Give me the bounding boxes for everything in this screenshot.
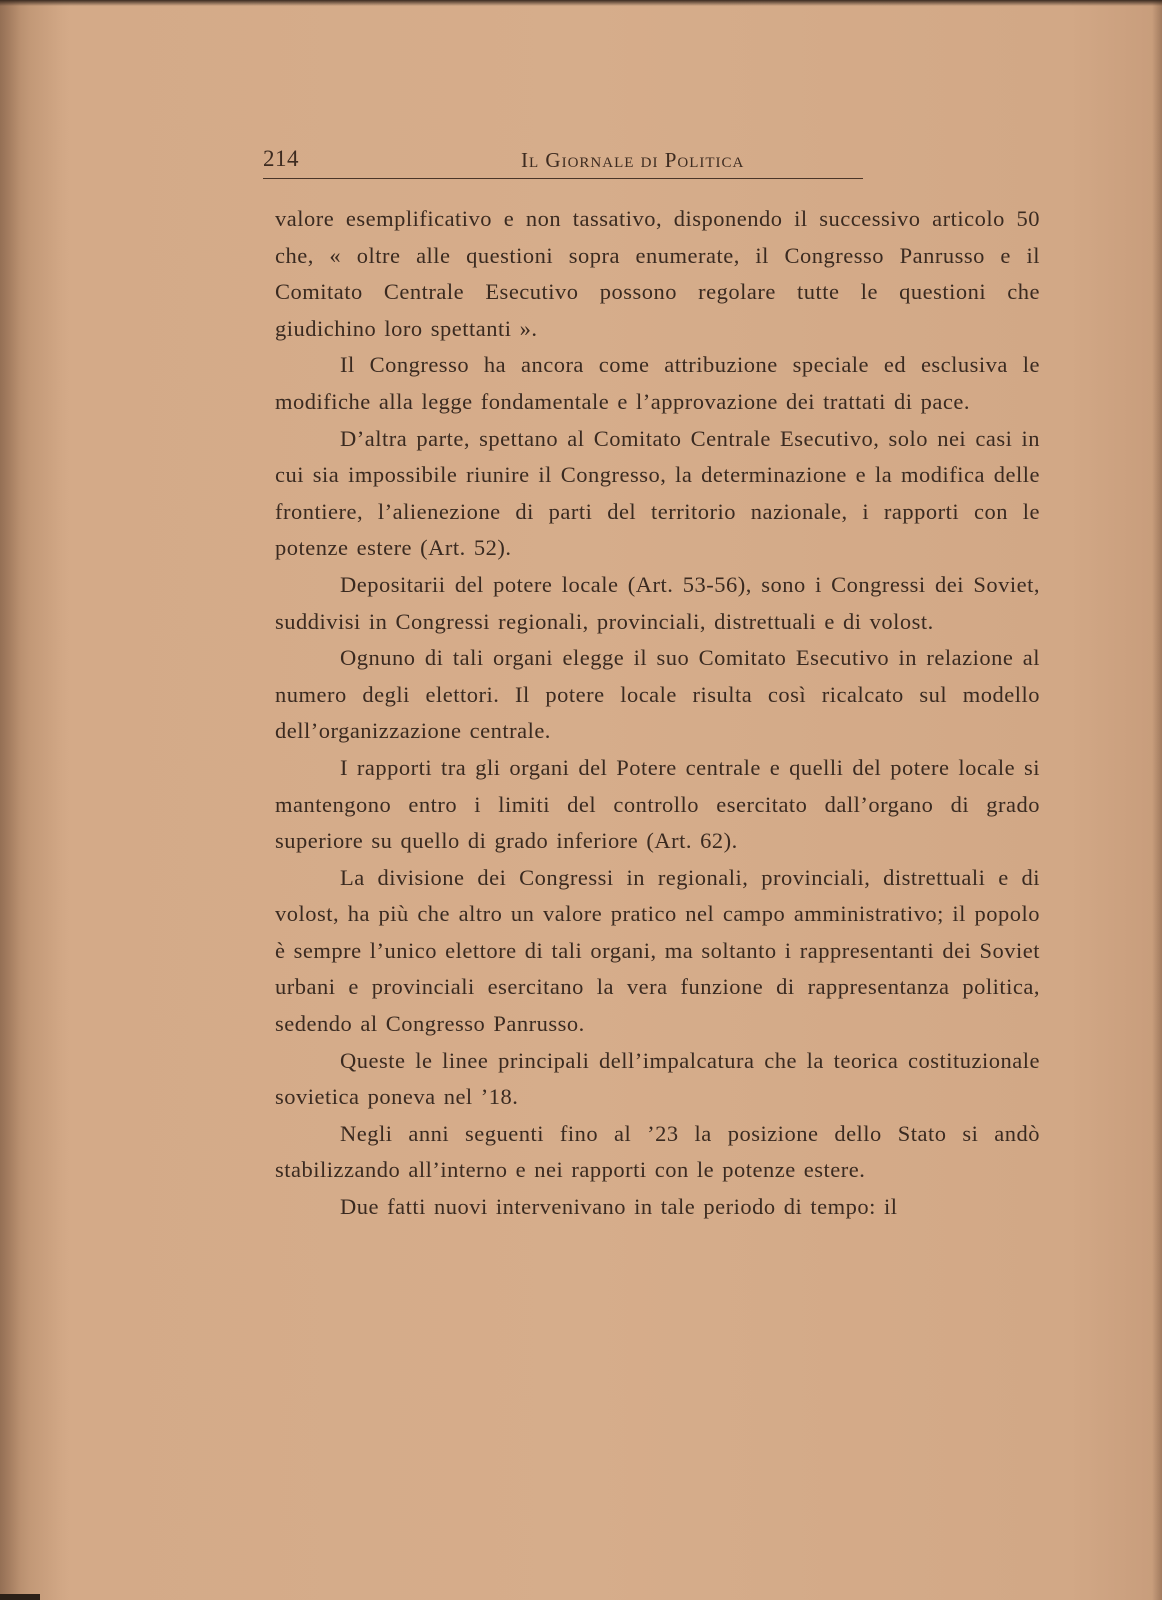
paragraph: D’altra parte, spettano al Comitato Centrale Esecutivo, solo nei casi in cui sia impossibile riunire il Congresso, la determinazione e la modifica delle frontiere, l’alienezione di parti del territorio nazionale, i rapporti con le potenze estere (Art. 52). xyxy=(275,425,1040,561)
body-text xyxy=(275,201,1040,1226)
paragraph: Ognuno di tali organi elegge il suo Comitato Esecutivo in relazione al numero degli elettori. Il potere locale risulta così ricalcato sul modello dell’organizzazione centrale. xyxy=(275,645,1040,744)
journal-title: Il Giornale di Politica xyxy=(521,148,745,172)
header-rule xyxy=(263,178,863,179)
page-number: 214 xyxy=(263,146,299,171)
paragraph: Il Congresso ha ancora come attribuzione speciale ed esclusiva le modifiche alla legge fondamentale e l’approvazione dei trattati di pace. xyxy=(275,352,1040,414)
page-edge-shadow xyxy=(1152,0,1162,1600)
paragraph: I rapporti tra gli organi del Potere centrale e quelli del potere locale si mantengono entro i limiti del controllo esercitato dall’organo di grado superiore su quello di grado inferiore (Art. 62). xyxy=(275,754,1040,854)
paragraph: Negli anni seguenti fino al ’23 la posizione dello Stato si andò stabilizzando all’interno e nei rapporti con le potenze estere. xyxy=(275,1120,1040,1183)
scan-border xyxy=(0,1594,40,1600)
paragraph: Queste le linee principali dell’impalcatura che la teorica costituzionale sovietica poneva nel ’18. xyxy=(275,1047,1040,1110)
paragraph: La divisione dei Congressi in regionali, provinciali, distrettuali e di volost, ha più che altro un valore pratico nel campo amministrativo; il popolo è sempre l’unico elettore di tali organi, ma soltanto i rappresentanti dei Soviet urbani e provinciali esercitano la vera funzione di rappresentanza politica, sedendo al Congresso Panrusso. xyxy=(275,864,1040,1037)
paragraph: valore esemplificativo e non tassativo, disponendo il successivo articolo 50 che, « oltre alle questioni sopra enumerate, il Congresso Panrusso e il Comitato Centrale Esecutivo possono regolare tutte le questioni che giudichino loro spettanti ». xyxy=(275,206,1040,341)
running-head xyxy=(263,146,863,176)
paragraph: Due fatti nuovi intervenivano in tale periodo di tempo: il xyxy=(340,1194,898,1220)
paragraph: Depositarii del potere locale (Art. 53-56), sono i Congressi dei Soviet, suddivisi in Congressi regionali, provinciali, distrettuali e di volost. xyxy=(275,571,1040,634)
